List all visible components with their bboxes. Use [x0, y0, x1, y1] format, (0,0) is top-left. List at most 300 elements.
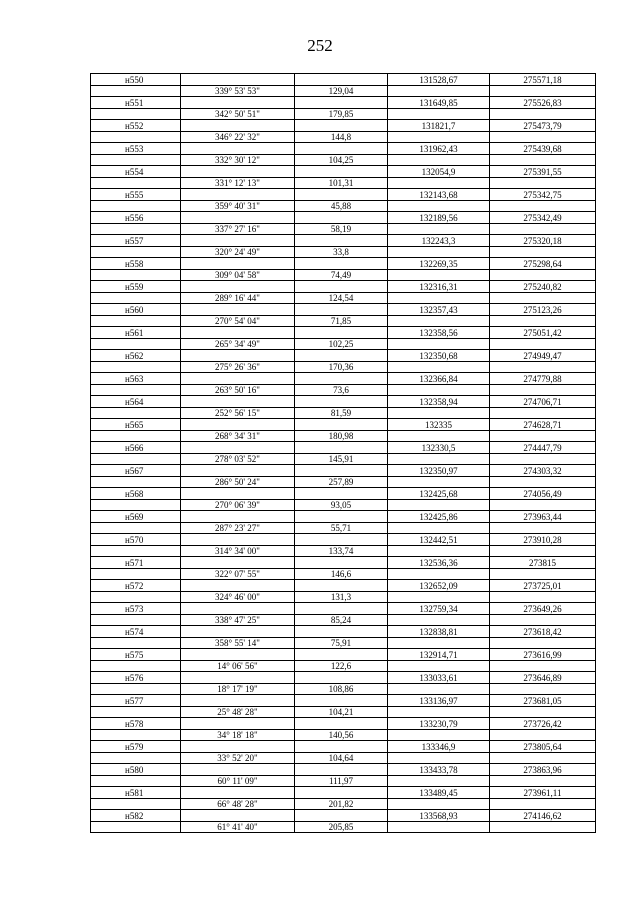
point-name-cell: н570 — [91, 534, 181, 546]
coordinate-y-cell — [490, 707, 596, 718]
coordinate-x-cell — [388, 339, 490, 350]
point-name-cell: н558 — [91, 258, 181, 270]
coordinate-x-cell: 131528,67 — [388, 74, 490, 86]
bearing-angle-cell: 278° 03' 52" — [181, 454, 295, 465]
segment-row — [91, 86, 596, 97]
bearing-angle-cell — [181, 718, 295, 730]
segment-row — [91, 178, 596, 189]
segment-length-cell — [295, 281, 388, 293]
coordinate-x-cell: 132189,56 — [388, 212, 490, 224]
point-name-cell — [91, 316, 181, 327]
segment-row — [91, 155, 596, 166]
coordinate-y-cell — [490, 523, 596, 534]
coordinate-x-cell — [388, 224, 490, 235]
point-name-cell — [91, 753, 181, 764]
point-name-cell: н568 — [91, 488, 181, 500]
coordinate-y-cell — [490, 799, 596, 810]
page-number: 252 — [307, 36, 333, 55]
segment-length-cell — [295, 396, 388, 408]
point-name-cell: н559 — [91, 281, 181, 293]
point-name-cell: н582 — [91, 810, 181, 822]
point-name-cell: н552 — [91, 120, 181, 132]
bearing-angle-cell: 287° 23' 27" — [181, 523, 295, 534]
point-row — [91, 672, 596, 684]
point-name-cell: н572 — [91, 580, 181, 592]
coordinate-x-cell — [388, 155, 490, 166]
coordinate-x-cell — [388, 730, 490, 741]
segment-length-cell — [295, 189, 388, 201]
point-name-cell — [91, 385, 181, 396]
bearing-angle-cell — [181, 74, 295, 86]
segment-length-cell — [295, 235, 388, 247]
coordinate-x-cell — [388, 247, 490, 258]
coordinate-y-cell: 275240,82 — [490, 281, 596, 293]
coordinate-x-cell: 133136,97 — [388, 695, 490, 707]
point-row — [91, 603, 596, 615]
coordinate-x-cell — [388, 293, 490, 304]
coordinate-x-cell: 132652,09 — [388, 580, 490, 592]
coordinate-y-cell — [490, 477, 596, 488]
segment-length-cell — [295, 672, 388, 684]
bearing-angle-cell: 332° 30' 12" — [181, 155, 295, 166]
bearing-angle-cell: 358° 55' 14" — [181, 638, 295, 649]
point-row — [91, 764, 596, 776]
segment-row — [91, 753, 596, 764]
point-name-cell: н567 — [91, 465, 181, 477]
segment-row — [91, 477, 596, 488]
coordinate-y-cell — [490, 132, 596, 143]
coordinate-x-cell — [388, 86, 490, 97]
coordinate-y-cell — [490, 86, 596, 97]
coordinate-y-cell: 274706,71 — [490, 396, 596, 408]
segment-length-cell: 33,8 — [295, 247, 388, 258]
point-name-cell: н575 — [91, 649, 181, 661]
coordinate-x-cell — [388, 707, 490, 718]
coordinate-y-cell — [490, 638, 596, 649]
point-row — [91, 304, 596, 316]
coordinate-x-cell: 131821,7 — [388, 120, 490, 132]
point-name-cell: н553 — [91, 143, 181, 155]
coordinate-x-cell: 132442,51 — [388, 534, 490, 546]
point-name-cell — [91, 362, 181, 373]
point-name-cell — [91, 799, 181, 810]
segment-row — [91, 201, 596, 212]
coordinate-x-cell — [388, 638, 490, 649]
segment-length-cell — [295, 787, 388, 799]
segment-row — [91, 500, 596, 511]
segment-length-cell — [295, 304, 388, 316]
bearing-angle-cell — [181, 281, 295, 293]
coordinate-y-cell: 274779,88 — [490, 373, 596, 385]
coordinate-x-cell — [388, 615, 490, 626]
point-name-cell: н581 — [91, 787, 181, 799]
segment-length-cell — [295, 327, 388, 339]
coordinate-y-cell — [490, 385, 596, 396]
point-name-cell — [91, 86, 181, 97]
segment-length-cell: 104,64 — [295, 753, 388, 764]
point-name-cell — [91, 592, 181, 603]
segment-length-cell — [295, 534, 388, 546]
bearing-angle-cell — [181, 672, 295, 684]
point-name-cell — [91, 822, 181, 833]
coordinate-x-cell — [388, 316, 490, 327]
coordinate-x-cell: 132536,36 — [388, 557, 490, 569]
segment-length-cell — [295, 488, 388, 500]
segment-row — [91, 592, 596, 603]
coordinate-x-cell: 133230,79 — [388, 718, 490, 730]
point-row — [91, 143, 596, 155]
segment-length-cell — [295, 258, 388, 270]
bearing-angle-cell: 270° 54' 04" — [181, 316, 295, 327]
bearing-angle-cell: 61° 41' 40" — [181, 822, 295, 833]
point-name-cell — [91, 569, 181, 580]
segment-length-cell — [295, 626, 388, 638]
segment-length-cell: 108,86 — [295, 684, 388, 695]
point-row — [91, 741, 596, 753]
coordinate-y-cell — [490, 408, 596, 419]
bearing-angle-cell — [181, 327, 295, 339]
point-row — [91, 442, 596, 454]
bearing-angle-cell: 289° 16' 44" — [181, 293, 295, 304]
point-row — [91, 557, 596, 569]
point-row — [91, 419, 596, 431]
bearing-angle-cell: 339° 53' 53" — [181, 86, 295, 97]
coordinate-x-cell — [388, 454, 490, 465]
point-name-cell: н551 — [91, 97, 181, 109]
segment-row — [91, 523, 596, 534]
bearing-angle-cell — [181, 120, 295, 132]
coordinate-x-cell — [388, 822, 490, 833]
coordinate-y-cell: 275473,79 — [490, 120, 596, 132]
point-row — [91, 373, 596, 385]
bearing-angle-cell — [181, 557, 295, 569]
bearing-angle-cell — [181, 235, 295, 247]
bearing-angle-cell — [181, 143, 295, 155]
segment-row — [91, 615, 596, 626]
bearing-angle-cell: 268° 34' 31" — [181, 431, 295, 442]
coordinate-x-cell — [388, 661, 490, 672]
point-name-cell: н556 — [91, 212, 181, 224]
coordinate-y-cell — [490, 454, 596, 465]
point-name-cell: н566 — [91, 442, 181, 454]
point-name-cell: н560 — [91, 304, 181, 316]
point-name-cell — [91, 615, 181, 626]
coordinate-x-cell — [388, 270, 490, 281]
coordinates-table-body — [91, 74, 596, 833]
bearing-angle-cell — [181, 764, 295, 776]
coordinate-y-cell: 274056,49 — [490, 488, 596, 500]
point-row — [91, 120, 596, 132]
coordinate-x-cell — [388, 477, 490, 488]
coordinate-x-cell — [388, 431, 490, 442]
coordinate-y-cell — [490, 339, 596, 350]
coordinate-x-cell: 132366,84 — [388, 373, 490, 385]
segment-length-cell — [295, 695, 388, 707]
bearing-angle-cell — [181, 304, 295, 316]
coordinate-x-cell: 132425,86 — [388, 511, 490, 523]
segment-length-cell: 257,89 — [295, 477, 388, 488]
point-name-cell — [91, 293, 181, 304]
point-name-cell: н578 — [91, 718, 181, 730]
coordinate-y-cell: 275342,75 — [490, 189, 596, 201]
coordinate-y-cell — [490, 684, 596, 695]
point-name-cell — [91, 500, 181, 511]
segment-length-cell: 129,04 — [295, 86, 388, 97]
segment-row — [91, 293, 596, 304]
coordinate-y-cell — [490, 270, 596, 281]
segment-row — [91, 776, 596, 787]
segment-length-cell: 144,8 — [295, 132, 388, 143]
coordinate-y-cell — [490, 822, 596, 833]
bearing-angle-cell — [181, 810, 295, 822]
segment-length-cell: 81,59 — [295, 408, 388, 419]
coordinate-y-cell: 275439,68 — [490, 143, 596, 155]
segment-row — [91, 385, 596, 396]
coordinate-x-cell: 132358,94 — [388, 396, 490, 408]
coordinate-y-cell — [490, 201, 596, 212]
point-name-cell — [91, 661, 181, 672]
coordinate-y-cell: 273815 — [490, 557, 596, 569]
point-row — [91, 166, 596, 178]
bearing-angle-cell — [181, 465, 295, 477]
point-row — [91, 649, 596, 661]
point-name-cell — [91, 431, 181, 442]
coordinate-y-cell: 273616,99 — [490, 649, 596, 661]
segment-row — [91, 569, 596, 580]
bearing-angle-cell — [181, 695, 295, 707]
coordinate-x-cell — [388, 500, 490, 511]
bearing-angle-cell: 331° 12' 13" — [181, 178, 295, 189]
bearing-angle-cell: 14° 06' 56" — [181, 661, 295, 672]
coordinate-y-cell — [490, 293, 596, 304]
bearing-angle-cell — [181, 580, 295, 592]
segment-row — [91, 546, 596, 557]
segment-length-cell: 102,25 — [295, 339, 388, 350]
coordinate-y-cell: 274628,71 — [490, 419, 596, 431]
coordinate-y-cell — [490, 546, 596, 557]
coordinate-x-cell — [388, 178, 490, 189]
segment-length-cell: 201,82 — [295, 799, 388, 810]
segment-length-cell — [295, 419, 388, 431]
point-row — [91, 74, 596, 86]
coordinate-y-cell: 274146,62 — [490, 810, 596, 822]
segment-length-cell: 58,19 — [295, 224, 388, 235]
segment-length-cell — [295, 580, 388, 592]
point-name-cell — [91, 684, 181, 695]
point-row — [91, 350, 596, 362]
segment-length-cell — [295, 212, 388, 224]
coordinate-y-cell — [490, 730, 596, 741]
coordinate-y-cell: 275571,18 — [490, 74, 596, 86]
coordinate-y-cell: 274949,47 — [490, 350, 596, 362]
coordinate-x-cell — [388, 385, 490, 396]
coordinate-x-cell — [388, 408, 490, 419]
segment-length-cell: 93,05 — [295, 500, 388, 511]
coordinate-x-cell: 132759,34 — [388, 603, 490, 615]
coordinate-x-cell: 132425,68 — [388, 488, 490, 500]
bearing-angle-cell: 346° 22' 32" — [181, 132, 295, 143]
segment-length-cell — [295, 97, 388, 109]
segment-row — [91, 408, 596, 419]
coordinate-y-cell: 273910,28 — [490, 534, 596, 546]
point-name-cell — [91, 201, 181, 212]
segment-length-cell — [295, 649, 388, 661]
segment-length-cell — [295, 603, 388, 615]
point-name-cell — [91, 408, 181, 419]
coordinate-y-cell — [490, 776, 596, 787]
point-name-cell — [91, 224, 181, 235]
segment-length-cell: 140,56 — [295, 730, 388, 741]
coordinate-x-cell: 131649,85 — [388, 97, 490, 109]
point-name-cell — [91, 339, 181, 350]
coordinate-x-cell: 133033,61 — [388, 672, 490, 684]
point-row — [91, 396, 596, 408]
coordinate-y-cell: 275342,49 — [490, 212, 596, 224]
coordinate-y-cell — [490, 615, 596, 626]
bearing-angle-cell: 25° 48' 28" — [181, 707, 295, 718]
bearing-angle-cell — [181, 741, 295, 753]
coordinate-y-cell: 273863,96 — [490, 764, 596, 776]
bearing-angle-cell: 337° 27' 16" — [181, 224, 295, 235]
segment-row — [91, 822, 596, 833]
coordinate-x-cell: 132330,5 — [388, 442, 490, 454]
bearing-angle-cell — [181, 350, 295, 362]
point-name-cell: н579 — [91, 741, 181, 753]
segment-length-cell: 133,74 — [295, 546, 388, 557]
point-name-cell — [91, 730, 181, 741]
coordinate-y-cell — [490, 500, 596, 511]
bearing-angle-cell — [181, 189, 295, 201]
coordinate-y-cell: 273963,44 — [490, 511, 596, 523]
coordinate-y-cell — [490, 753, 596, 764]
bearing-angle-cell — [181, 488, 295, 500]
point-name-cell — [91, 270, 181, 281]
segment-row — [91, 224, 596, 235]
segment-length-cell: 111,97 — [295, 776, 388, 787]
point-name-cell — [91, 638, 181, 649]
point-name-cell — [91, 454, 181, 465]
coordinate-x-cell: 132350,97 — [388, 465, 490, 477]
point-name-cell: н563 — [91, 373, 181, 385]
coordinate-y-cell: 273726,42 — [490, 718, 596, 730]
bearing-angle-cell: 314° 34' 00" — [181, 546, 295, 557]
coordinate-x-cell — [388, 776, 490, 787]
coordinate-y-cell — [490, 224, 596, 235]
coordinate-x-cell — [388, 684, 490, 695]
point-row — [91, 810, 596, 822]
segment-length-cell — [295, 465, 388, 477]
point-name-cell: н555 — [91, 189, 181, 201]
segment-length-cell — [295, 120, 388, 132]
point-row — [91, 189, 596, 201]
bearing-angle-cell: 34° 18' 18" — [181, 730, 295, 741]
segment-length-cell: 75,91 — [295, 638, 388, 649]
bearing-angle-cell: 309° 04' 58" — [181, 270, 295, 281]
coordinate-y-cell: 273805,64 — [490, 741, 596, 753]
bearing-angle-cell — [181, 97, 295, 109]
coordinate-y-cell: 275526,83 — [490, 97, 596, 109]
segment-length-cell — [295, 764, 388, 776]
bearing-angle-cell — [181, 419, 295, 431]
segment-length-cell: 73,6 — [295, 385, 388, 396]
segment-length-cell: 101,31 — [295, 178, 388, 189]
segment-length-cell: 55,71 — [295, 523, 388, 534]
segment-length-cell — [295, 718, 388, 730]
coordinate-y-cell: 274447,79 — [490, 442, 596, 454]
coordinate-y-cell: 273961,11 — [490, 787, 596, 799]
coordinate-x-cell — [388, 546, 490, 557]
point-name-cell: н565 — [91, 419, 181, 431]
coordinate-y-cell: 275051,42 — [490, 327, 596, 339]
coordinates-table — [90, 73, 596, 833]
coordinate-y-cell — [490, 661, 596, 672]
coordinate-x-cell: 132357,43 — [388, 304, 490, 316]
segment-length-cell: 146,6 — [295, 569, 388, 580]
point-name-cell: н561 — [91, 327, 181, 339]
coordinate-y-cell — [490, 247, 596, 258]
segment-length-cell: 205,85 — [295, 822, 388, 833]
point-row — [91, 787, 596, 799]
bearing-angle-cell — [181, 603, 295, 615]
bearing-angle-cell — [181, 534, 295, 546]
point-name-cell: н562 — [91, 350, 181, 362]
coordinate-y-cell: 275123,26 — [490, 304, 596, 316]
segment-length-cell: 179,85 — [295, 109, 388, 120]
coordinate-x-cell — [388, 132, 490, 143]
point-row — [91, 718, 596, 730]
segment-row — [91, 316, 596, 327]
point-name-cell: н573 — [91, 603, 181, 615]
coordinate-x-cell — [388, 362, 490, 373]
point-row — [91, 235, 596, 247]
point-name-cell — [91, 109, 181, 120]
coordinate-x-cell: 132143,68 — [388, 189, 490, 201]
coordinate-x-cell: 132914,71 — [388, 649, 490, 661]
coordinate-x-cell: 132243,3 — [388, 235, 490, 247]
segment-row — [91, 132, 596, 143]
coordinate-y-cell — [490, 178, 596, 189]
segment-row — [91, 707, 596, 718]
coordinate-x-cell — [388, 753, 490, 764]
point-row — [91, 465, 596, 477]
point-row — [91, 488, 596, 500]
bearing-angle-cell: 320° 24' 49" — [181, 247, 295, 258]
bearing-angle-cell — [181, 626, 295, 638]
point-row — [91, 281, 596, 293]
bearing-angle-cell: 338° 47' 25" — [181, 615, 295, 626]
coordinate-x-cell: 132316,31 — [388, 281, 490, 293]
point-row — [91, 212, 596, 224]
point-name-cell: н576 — [91, 672, 181, 684]
point-name-cell — [91, 132, 181, 143]
segment-length-cell: 71,85 — [295, 316, 388, 327]
bearing-angle-cell: 359° 40' 31" — [181, 201, 295, 212]
segment-row — [91, 270, 596, 281]
coordinate-y-cell — [490, 431, 596, 442]
point-row — [91, 626, 596, 638]
segment-length-cell: 145,91 — [295, 454, 388, 465]
coordinate-x-cell: 133568,93 — [388, 810, 490, 822]
segment-length-cell — [295, 741, 388, 753]
bearing-angle-cell: 342° 50' 51" — [181, 109, 295, 120]
coordinate-x-cell: 133433,78 — [388, 764, 490, 776]
bearing-angle-cell: 60° 11' 09" — [181, 776, 295, 787]
coordinate-x-cell — [388, 592, 490, 603]
coordinate-y-cell: 274303,32 — [490, 465, 596, 477]
bearing-angle-cell — [181, 212, 295, 224]
segment-length-cell: 104,25 — [295, 155, 388, 166]
segment-row — [91, 109, 596, 120]
